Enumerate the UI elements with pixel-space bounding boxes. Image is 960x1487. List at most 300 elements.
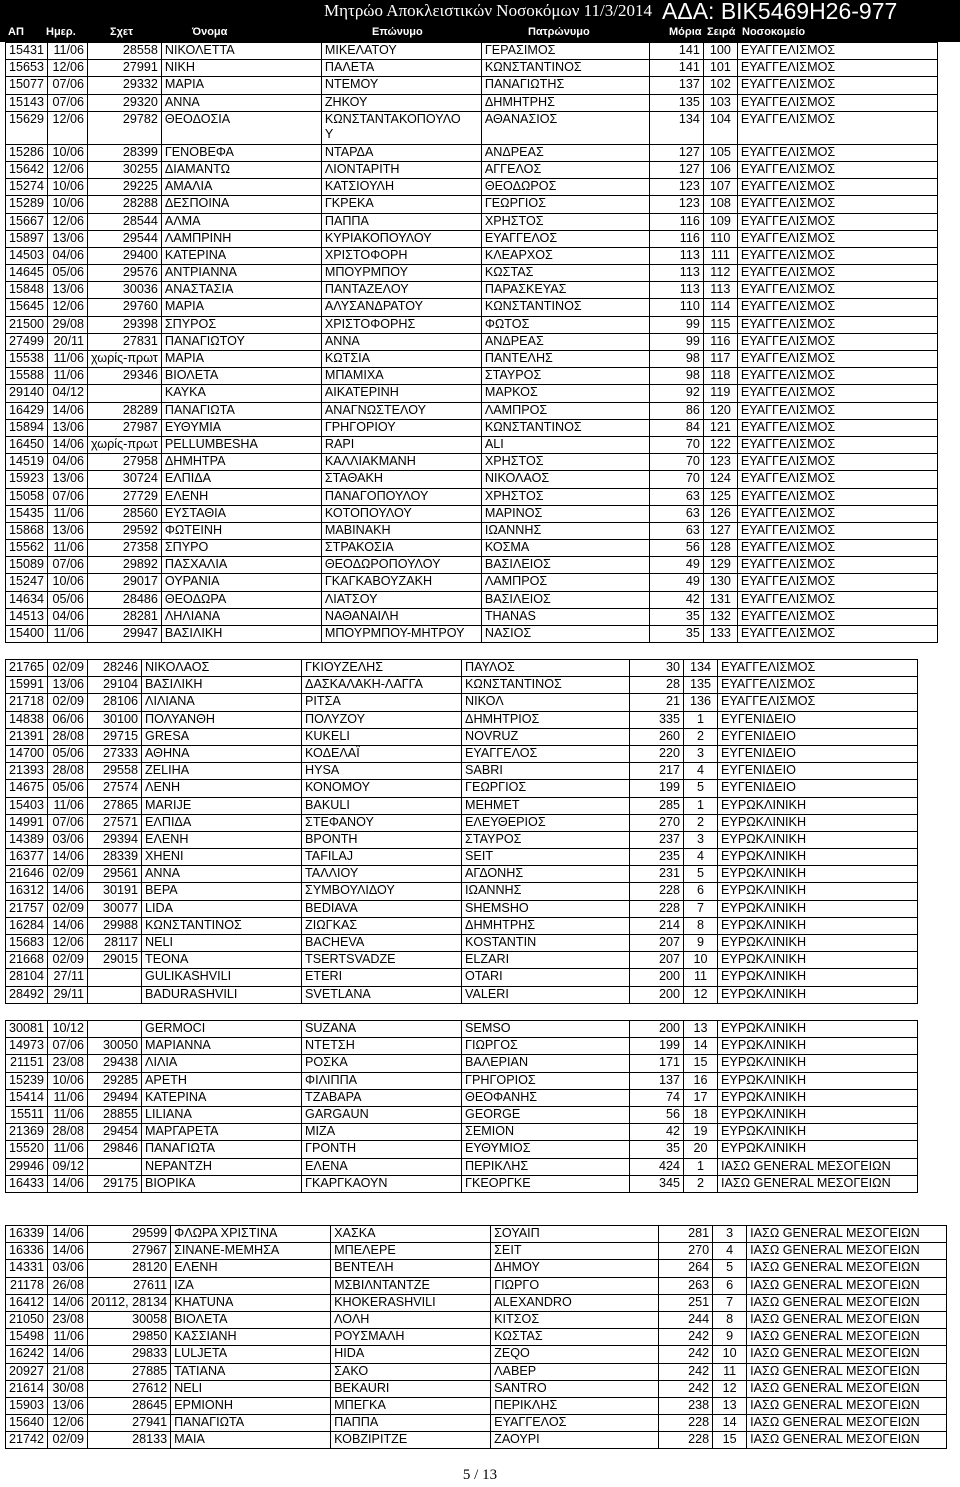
table-cell: 30 <box>630 660 684 677</box>
table-cell: ΣΤΑΘΑΚΗ <box>321 471 481 488</box>
table-cell: ΛΑΜΠΡΟΣ <box>481 574 649 591</box>
table-cell: 27831 <box>88 333 162 350</box>
table-cell: 14634 <box>6 591 48 608</box>
table-cell: ΕΛΕΝΗ <box>171 1260 331 1277</box>
table-cell: ΧΡΙΣΤΟΦΟΡΗ <box>321 247 481 264</box>
table-cell: 13/06 <box>48 522 88 539</box>
table-cell: ΔΗΜΗΤΡΙΟΣ <box>462 711 630 728</box>
table-row <box>6 883 918 900</box>
table-cell: 21742 <box>6 1432 48 1449</box>
table-cell: ΑΝΔΡΕΑΣ <box>481 333 649 350</box>
table-cell: 02/09 <box>48 900 88 917</box>
table-cell: ΠΑΝΑΓΙΩΤΑ <box>161 402 321 419</box>
table-cell: 10/06 <box>48 144 88 161</box>
table-cell: 29225 <box>88 179 162 196</box>
table-cell: TEONA <box>142 952 302 969</box>
table-cell: 29398 <box>88 316 162 333</box>
table-row <box>6 677 918 694</box>
table-cell: 251 <box>659 1294 713 1311</box>
table-cell: ΝΑΘΑΝΑΙΛΗ <box>321 608 481 625</box>
table-cell: ΙΑΣΩ GENERAL ΜΕΣΟΓΕΙΩΝ <box>747 1260 947 1277</box>
table-cell: 29833 <box>88 1346 171 1363</box>
table-cell: 05/06 <box>48 745 88 762</box>
table-cell: 05/06 <box>48 780 88 797</box>
table-cell: 123 <box>703 454 737 471</box>
table-cell: ΓΡΗΓΟΡΙΟΣ <box>462 1072 630 1089</box>
table-row <box>6 1072 918 1089</box>
table-cell: 14645 <box>6 265 48 282</box>
table-cell: ΕΥΡΩΚΛΙΝΙΚΗ <box>718 1038 918 1055</box>
table-cell: GRESA <box>142 728 302 745</box>
table-cell: ΕΥΡΩΚΛΙΝΙΚΗ <box>718 969 918 986</box>
table-cell: ΣΑΚΟ <box>331 1363 491 1380</box>
table-cell: 12/06 <box>48 1415 88 1432</box>
table-cell: ΕΥΑΓΓΕΛΙΣΜΟΣ <box>737 247 937 264</box>
table-cell: ΝΑΣΙΟΣ <box>481 626 649 643</box>
table-cell: ALI <box>481 436 649 453</box>
table-cell: ΠΑΝΑΓΙΩΤΑ <box>142 1141 302 1158</box>
table-cell: ΔΗΜΗΤΡΗΣ <box>481 94 649 111</box>
table-cell: 29332 <box>88 77 162 94</box>
table-cell: 15286 <box>6 144 48 161</box>
table-cell: 63 <box>649 505 703 522</box>
table-cell: 29782 <box>88 111 162 144</box>
table-row <box>6 1038 918 1055</box>
table-cell: ΝΙΚΟΛΑΟΣ <box>142 660 302 677</box>
table-cell: 104 <box>703 111 737 144</box>
table-cell: 128 <box>703 540 737 557</box>
table-cell: ΠΕΡΙΚΛΗΣ <box>491 1397 659 1414</box>
table-cell: ΜΣΒΙΛΝΤΑΝΤΖΕ <box>331 1277 491 1294</box>
table-cell: ΣΕΜΙΟΝ <box>462 1124 630 1141</box>
table-cell: 108 <box>703 196 737 213</box>
table-cell: ΒΙΟΡΙΚΑ <box>142 1175 302 1192</box>
table-cell: 09/12 <box>48 1158 88 1175</box>
table-cell: ΓΚΕΟΡΓΚΕ <box>462 1175 630 1192</box>
table-cell: ΕΥΑΓΓΕΛΙΣΜΟΣ <box>737 316 937 333</box>
table-cell: 231 <box>630 866 684 883</box>
table-row <box>6 557 938 574</box>
table-cell: MARIJE <box>142 797 302 814</box>
table-cell: ΕΥΑΓΓΕΛΙΣΜΟΣ <box>737 230 937 247</box>
table-row <box>6 1055 918 1072</box>
table-cell: 28288 <box>88 196 162 213</box>
table-cell: SEIT <box>462 849 630 866</box>
table-cell: 137 <box>630 1072 684 1089</box>
table-cell: ΕΥΡΩΚΛΙΝΙΚΗ <box>718 1124 918 1141</box>
table-row <box>6 111 938 144</box>
table-row <box>6 694 918 711</box>
table-cell: 4 <box>713 1243 747 1260</box>
table-cell: 23/08 <box>48 1311 88 1328</box>
table-cell: 16429 <box>6 402 48 419</box>
table-cell: 9 <box>684 935 718 952</box>
table-cell: ΑΡΕΤΗ <box>142 1072 302 1089</box>
table-cell: ΕΥΑΓΓΕΛΙΣΜΟΣ <box>737 626 937 643</box>
table-cell: ALEXANDRO <box>491 1294 659 1311</box>
table-cell: ΛΑΒΕΡ <box>491 1363 659 1380</box>
table-cell: 15400 <box>6 626 48 643</box>
table-cell: ΕΥΑΓΓΕΛΟΣ <box>481 230 649 247</box>
table-cell: ΓΚΙΟΥΖΕΛΗΣ <box>302 660 462 677</box>
table-cell: 101 <box>703 60 737 77</box>
table-row <box>6 935 918 952</box>
table-cell: ΝΙΚΟΛΑΟΣ <box>481 471 649 488</box>
table-cell: 244 <box>659 1311 713 1328</box>
table-cell: ΕΥΑΓΓΕΛΙΣΜΟΣ <box>737 144 937 161</box>
table-cell: ΖΑΟΥΡΙ <box>491 1432 659 1449</box>
table-cell: 6 <box>713 1277 747 1294</box>
table-cell: ΔΑΣΚΑΛΑΚΗ-ΛΑΓΓΑ <box>302 677 462 694</box>
table-cell: ΓΙΩΡΓΟΣ <box>462 1038 630 1055</box>
table-cell: 30077 <box>88 900 142 917</box>
table-cell: 345 <box>630 1175 684 1192</box>
table-cell: ΜΑΡΙΑΝΝΑ <box>142 1038 302 1055</box>
table-cell: THANAS <box>481 608 649 625</box>
table-row <box>6 574 938 591</box>
table-cell: 117 <box>703 351 737 368</box>
table-cell: ΝΙΚΗ <box>161 60 321 77</box>
table-cell: 14/06 <box>48 1346 88 1363</box>
table-cell: ΘΕΟΔΩΡΑ <box>161 591 321 608</box>
table-cell: ΕΛΕΝΗ <box>161 488 321 505</box>
table-cell: ΜΑΒΙΝΑΚΗ <box>321 522 481 539</box>
table-cell: 30050 <box>88 1038 142 1055</box>
table-cell: 15903 <box>6 1397 48 1414</box>
col-ref: Σχετ <box>110 26 134 38</box>
table-cell: 11/06 <box>48 1329 88 1346</box>
table-cell: 30058 <box>88 1311 171 1328</box>
table-cell: ΑΝΑΓΝΩΣΤΕΛΟΥ <box>321 402 481 419</box>
table-cell: 11/06 <box>48 1106 88 1123</box>
table-cell: 98 <box>649 368 703 385</box>
table-cell: ΚΟΣΜΑ <box>481 540 649 557</box>
table-row <box>6 866 918 883</box>
table-cell: 113 <box>703 282 737 299</box>
table-cell: ΕΥΣΤΑΘΙΑ <box>161 505 321 522</box>
table-cell: 02/09 <box>48 952 88 969</box>
table-cell: 15511 <box>6 1106 48 1123</box>
table-cell: 12 <box>713 1380 747 1397</box>
col-ap: ΑΠ <box>8 26 24 38</box>
table-cell: 04/06 <box>48 454 88 471</box>
table-cell: 12/06 <box>48 161 88 178</box>
table-cell: ΠΑΝΑΓΙΩΤΑ <box>171 1415 331 1432</box>
table-row <box>6 1311 947 1328</box>
table-cell: ΟΥΡΑΝΙΑ <box>161 574 321 591</box>
table-cell: 04/12 <box>48 385 88 402</box>
table-row <box>6 1089 918 1106</box>
table-cell: 28544 <box>88 213 162 230</box>
table-cell: 228 <box>630 883 684 900</box>
table-cell: ΕΥΑΓΓΕΛΙΣΜΟΣ <box>737 591 937 608</box>
table-cell: 119 <box>703 385 737 402</box>
table-cell: 237 <box>630 831 684 848</box>
table-cell: 15897 <box>6 230 48 247</box>
table-cell: ETERI <box>302 969 462 986</box>
table-cell: 10/06 <box>48 574 88 591</box>
table-cell: 49 <box>649 557 703 574</box>
table-cell: 116 <box>649 230 703 247</box>
table-cell: 27958 <box>88 454 162 471</box>
table-cell: ΙΑΣΩ GENERAL ΜΕΣΟΓΕΙΩΝ <box>747 1277 947 1294</box>
table-cell: ΧΑΣΚΑ <box>331 1226 491 1243</box>
table-cell: 424 <box>630 1158 684 1175</box>
table-cell: 15520 <box>6 1141 48 1158</box>
table-row <box>6 1141 918 1158</box>
table-cell: 16339 <box>6 1226 48 1243</box>
table-cell: 14/06 <box>48 1175 88 1192</box>
table-cell: 15498 <box>6 1329 48 1346</box>
table-cell: 11 <box>713 1363 747 1380</box>
table-cell: 2 <box>684 814 718 831</box>
table-cell: 129 <box>703 557 737 574</box>
table-cell: 242 <box>659 1329 713 1346</box>
table-cell: 133 <box>703 626 737 643</box>
table-cell: ΚΩΝΣΤΑΝΤΙΝΟΣ <box>462 677 630 694</box>
table-cell: ΜΙΖΑ <box>302 1124 462 1141</box>
table-cell: ΕΡΜΙΟΝΗ <box>171 1397 331 1414</box>
table-cell: ΕΥΑΓΓΕΛΙΣΜΟΣ <box>737 333 937 350</box>
table-cell: ΕΥΡΩΚΛΙΝΙΚΗ <box>718 935 918 952</box>
table-row <box>6 351 938 368</box>
table-cell: ΒΑΣΙΛΙΚΗ <box>142 677 302 694</box>
table-cell: 21765 <box>6 660 48 677</box>
table-cell: TSERTSVADZE <box>302 952 462 969</box>
table-cell: 3 <box>713 1226 747 1243</box>
table-cell: ΡΟΣΚΑ <box>302 1055 462 1072</box>
table-row <box>6 728 918 745</box>
table-cell: ΕΥΑΓΓΕΛΙΣΜΟΣ <box>737 43 937 60</box>
table-cell: 118 <box>703 368 737 385</box>
table-cell: 29346 <box>88 368 162 385</box>
table-cell: 11/06 <box>48 1141 88 1158</box>
table-row <box>6 299 938 316</box>
table-cell: 05/06 <box>48 265 88 282</box>
table-cell: ΒΙΟΛΕΤΑ <box>161 368 321 385</box>
table-cell: 99 <box>649 316 703 333</box>
table-cell: ΙΑΣΩ GENERAL ΜΕΣΟΓΕΙΩΝ <box>747 1363 947 1380</box>
table-cell: ΡΟΥΣΜΑΛΗ <box>331 1329 491 1346</box>
table-cell: ΔΗΜΗΤΡΗΣ <box>462 917 630 934</box>
table-cell: ΦΩΤΕΙΝΗ <box>161 522 321 539</box>
table-cell: ΑΝΑΣΤΑΣΙΑ <box>161 282 321 299</box>
table-cell: 16433 <box>6 1175 48 1192</box>
table-cell: ΕΥΑΓΓΕΛΟΣ <box>491 1415 659 1432</box>
table-cell: 13/06 <box>48 471 88 488</box>
table-cell: RAPI <box>321 436 481 453</box>
table-cell: 242 <box>659 1346 713 1363</box>
table-cell: SHEMSHO <box>462 900 630 917</box>
table-row <box>6 1277 947 1294</box>
table-cell: 99 <box>649 333 703 350</box>
table-cell: ΝΤΕΤΣΗ <box>302 1038 462 1055</box>
table-cell: 11/06 <box>48 351 88 368</box>
table-cell: ΑΝΔΡΕΑΣ <box>481 144 649 161</box>
table-row <box>6 144 938 161</box>
table-cell: KUKELI <box>302 728 462 745</box>
table-cell: ΓΕΩΡΓΙΟΣ <box>462 780 630 797</box>
table-cell: 15640 <box>6 1415 48 1432</box>
table-cell: 11/06 <box>48 626 88 643</box>
table-cell: 2 <box>684 728 718 745</box>
table-cell: ΣΤΑΥΡΟΣ <box>481 368 649 385</box>
table-cell: 27991 <box>88 60 162 77</box>
table-cell: 11/06 <box>48 797 88 814</box>
table-cell: 15894 <box>6 419 48 436</box>
table-cell: ΘΕΟΔΩΡΟΠΟΥΛΟΥ <box>321 557 481 574</box>
table-cell: ΛΙΛΙΑ <box>142 1055 302 1072</box>
table-cell: BACHEVA <box>302 935 462 952</box>
table-cell: 10/06 <box>48 1072 88 1089</box>
table-cell: ΚΩΣΤΑΣ <box>481 265 649 282</box>
table-cell: 21757 <box>6 900 48 917</box>
table-cell: 21 <box>630 694 684 711</box>
table-cell: HIDA <box>331 1346 491 1363</box>
table-cell: 14838 <box>6 711 48 728</box>
table-cell: PELLUMBESHA <box>161 436 321 453</box>
table-cell: 21369 <box>6 1124 48 1141</box>
table-row <box>6 1226 947 1243</box>
table-cell: 28246 <box>88 660 142 677</box>
table-cell: ΒΡΟΝΤΗ <box>302 831 462 848</box>
table-cell: ΕΥΑΓΓΕΛΙΣΜΟΣ <box>737 368 937 385</box>
table-cell: 111 <box>703 247 737 264</box>
table-cell: 21151 <box>6 1055 48 1072</box>
table-cell: 228 <box>659 1415 713 1432</box>
table-cell: 214 <box>630 917 684 934</box>
table-cell: 6 <box>684 883 718 900</box>
table-cell: 200 <box>630 969 684 986</box>
table-row <box>6 488 938 505</box>
table-cell: SVETLANA <box>302 986 462 1003</box>
table-cell: 30100 <box>88 711 142 728</box>
table-cell: LILIANA <box>142 1106 302 1123</box>
table-cell: 15991 <box>6 677 48 694</box>
table-cell: 228 <box>630 900 684 917</box>
table-cell: 264 <box>659 1260 713 1277</box>
table-row <box>6 161 938 178</box>
table-row <box>6 917 918 934</box>
records-table-1 <box>5 42 938 643</box>
table-cell: 06/06 <box>48 711 88 728</box>
table-cell: 56 <box>649 540 703 557</box>
table-cell: ΤΖΑΒΑΡΑ <box>302 1089 462 1106</box>
table-cell: ΔΙΑΜΑΝΤΩ <box>161 161 321 178</box>
table-row <box>6 94 938 111</box>
table-cell: ΕΛΠΙΔΑ <box>142 814 302 831</box>
table-cell: ΜΑΡΚΟΣ <box>481 385 649 402</box>
col-points: Μόρια <box>669 26 702 38</box>
table-cell <box>88 1021 142 1038</box>
table-cell: ΧΡΗΣΤΟΣ <box>481 454 649 471</box>
table-cell: 107 <box>703 179 737 196</box>
table-row <box>6 43 938 60</box>
table-cell: 70 <box>649 436 703 453</box>
table-cell: 113 <box>649 247 703 264</box>
table-cell: ΕΥΑΓΓΕΛΙΣΜΟΣ <box>737 574 937 591</box>
table-cell: 16412 <box>6 1294 48 1311</box>
table-cell: ΕΥΑΓΓΕΛΙΣΜΟΣ <box>737 60 937 77</box>
table-cell: ΝΙΚΟΛΕΤΤΑ <box>161 43 321 60</box>
table-cell: 07/06 <box>48 77 88 94</box>
table-row <box>6 196 938 213</box>
table-cell: 28855 <box>88 1106 142 1123</box>
table-cell: 28289 <box>88 402 162 419</box>
table-cell: 14389 <box>6 831 48 848</box>
table-cell: ΕΥΑΓΓΕΛΙΣΜΟΣ <box>737 77 937 94</box>
table-cell: 28133 <box>88 1432 171 1449</box>
table-cell: 27574 <box>88 780 142 797</box>
col-date: Ημερ. <box>46 26 76 38</box>
table-cell: ΕΥΑΓΓΕΛΙΣΜΟΣ <box>737 94 937 111</box>
table-row <box>6 522 938 539</box>
table-cell: ΙΑΣΩ GENERAL ΜΕΣΟΓΕΙΩΝ <box>718 1158 918 1175</box>
table-cell: ΙΑΣΩ GENERAL ΜΕΣΟΓΕΙΩΝ <box>747 1243 947 1260</box>
table-cell: ΕΥΑΓΓΕΛΙΣΜΟΣ <box>737 557 937 574</box>
table-cell: 15868 <box>6 522 48 539</box>
table-cell: ΠΟΛΥΑΝΘΗ <box>142 711 302 728</box>
register-title: Μητρώο Αποκλειστικών Νοσοκόμων 11/3/2014 <box>323 1 652 20</box>
table-cell: 21178 <box>6 1277 48 1294</box>
table-cell: 16284 <box>6 917 48 934</box>
table-cell: 21718 <box>6 694 48 711</box>
table-cell: ΑΝΝΑ <box>161 94 321 111</box>
table-cell: 121 <box>703 419 737 436</box>
table-cell: 29394 <box>88 831 142 848</box>
table-cell: 242 <box>659 1363 713 1380</box>
table-cell: 136 <box>684 694 718 711</box>
table-cell: ΛΙΑΤΣΟΥ <box>321 591 481 608</box>
table-cell: 21646 <box>6 866 48 883</box>
table-cell: ΑΛΥΣΑΝΔΡΑΤΟΥ <box>321 299 481 316</box>
col-order: Σειρά <box>707 26 736 38</box>
table-cell: 35 <box>649 626 703 643</box>
table-row <box>6 282 938 299</box>
table-cell: ΕΛΕΝΗ <box>142 831 302 848</box>
table-cell: 100 <box>703 43 737 60</box>
table-cell: ΠΑΝΑΓΙΩΤΗΣ <box>481 77 649 94</box>
table-cell: ΜΙΚΕΛΑΤΟΥ <box>321 43 481 60</box>
table-cell: ΒΑΣΙΛΕΙΟΣ <box>481 557 649 574</box>
table-cell: 335 <box>630 711 684 728</box>
table-cell: 8 <box>684 917 718 934</box>
table-cell: ΕΥΓΕΝΙΔΕΙΟ <box>718 780 918 797</box>
table-cell: 12/06 <box>48 299 88 316</box>
table-cell: 92 <box>649 385 703 402</box>
table-row <box>6 1124 918 1141</box>
table-cell: ΚΑΤΕΡΙΝΑ <box>142 1089 302 1106</box>
table-cell <box>88 986 142 1003</box>
table-cell: 29400 <box>88 247 162 264</box>
table-cell <box>88 1158 142 1175</box>
table-cell: LULJETA <box>171 1346 331 1363</box>
table-cell: ΕΥΡΩΚΛΙΝΙΚΗ <box>718 1089 918 1106</box>
table-cell: 12/06 <box>48 935 88 952</box>
table-cell: ΚΩΝΣΤΑΝΤΙΝΟΣ <box>481 60 649 77</box>
table-row <box>6 419 938 436</box>
table-cell: 134 <box>684 660 718 677</box>
table-cell: 235 <box>630 849 684 866</box>
table-cell: ΕΥΑΓΓΕΛΙΣΜΟΣ <box>718 677 918 694</box>
table-row <box>6 402 938 419</box>
table-row <box>6 660 918 677</box>
table-cell: ΕΥΑΓΓΕΛΙΣΜΟΣ <box>737 488 937 505</box>
table-cell: 29454 <box>88 1124 142 1141</box>
table-cell: ΦΛΩΡΑ ΧΡΙΣΤΙΝΑ <box>171 1226 331 1243</box>
table-cell: ΑΝΝΑ <box>321 333 481 350</box>
table-cell: ΧΡΗΣΤΟΣ <box>481 213 649 230</box>
